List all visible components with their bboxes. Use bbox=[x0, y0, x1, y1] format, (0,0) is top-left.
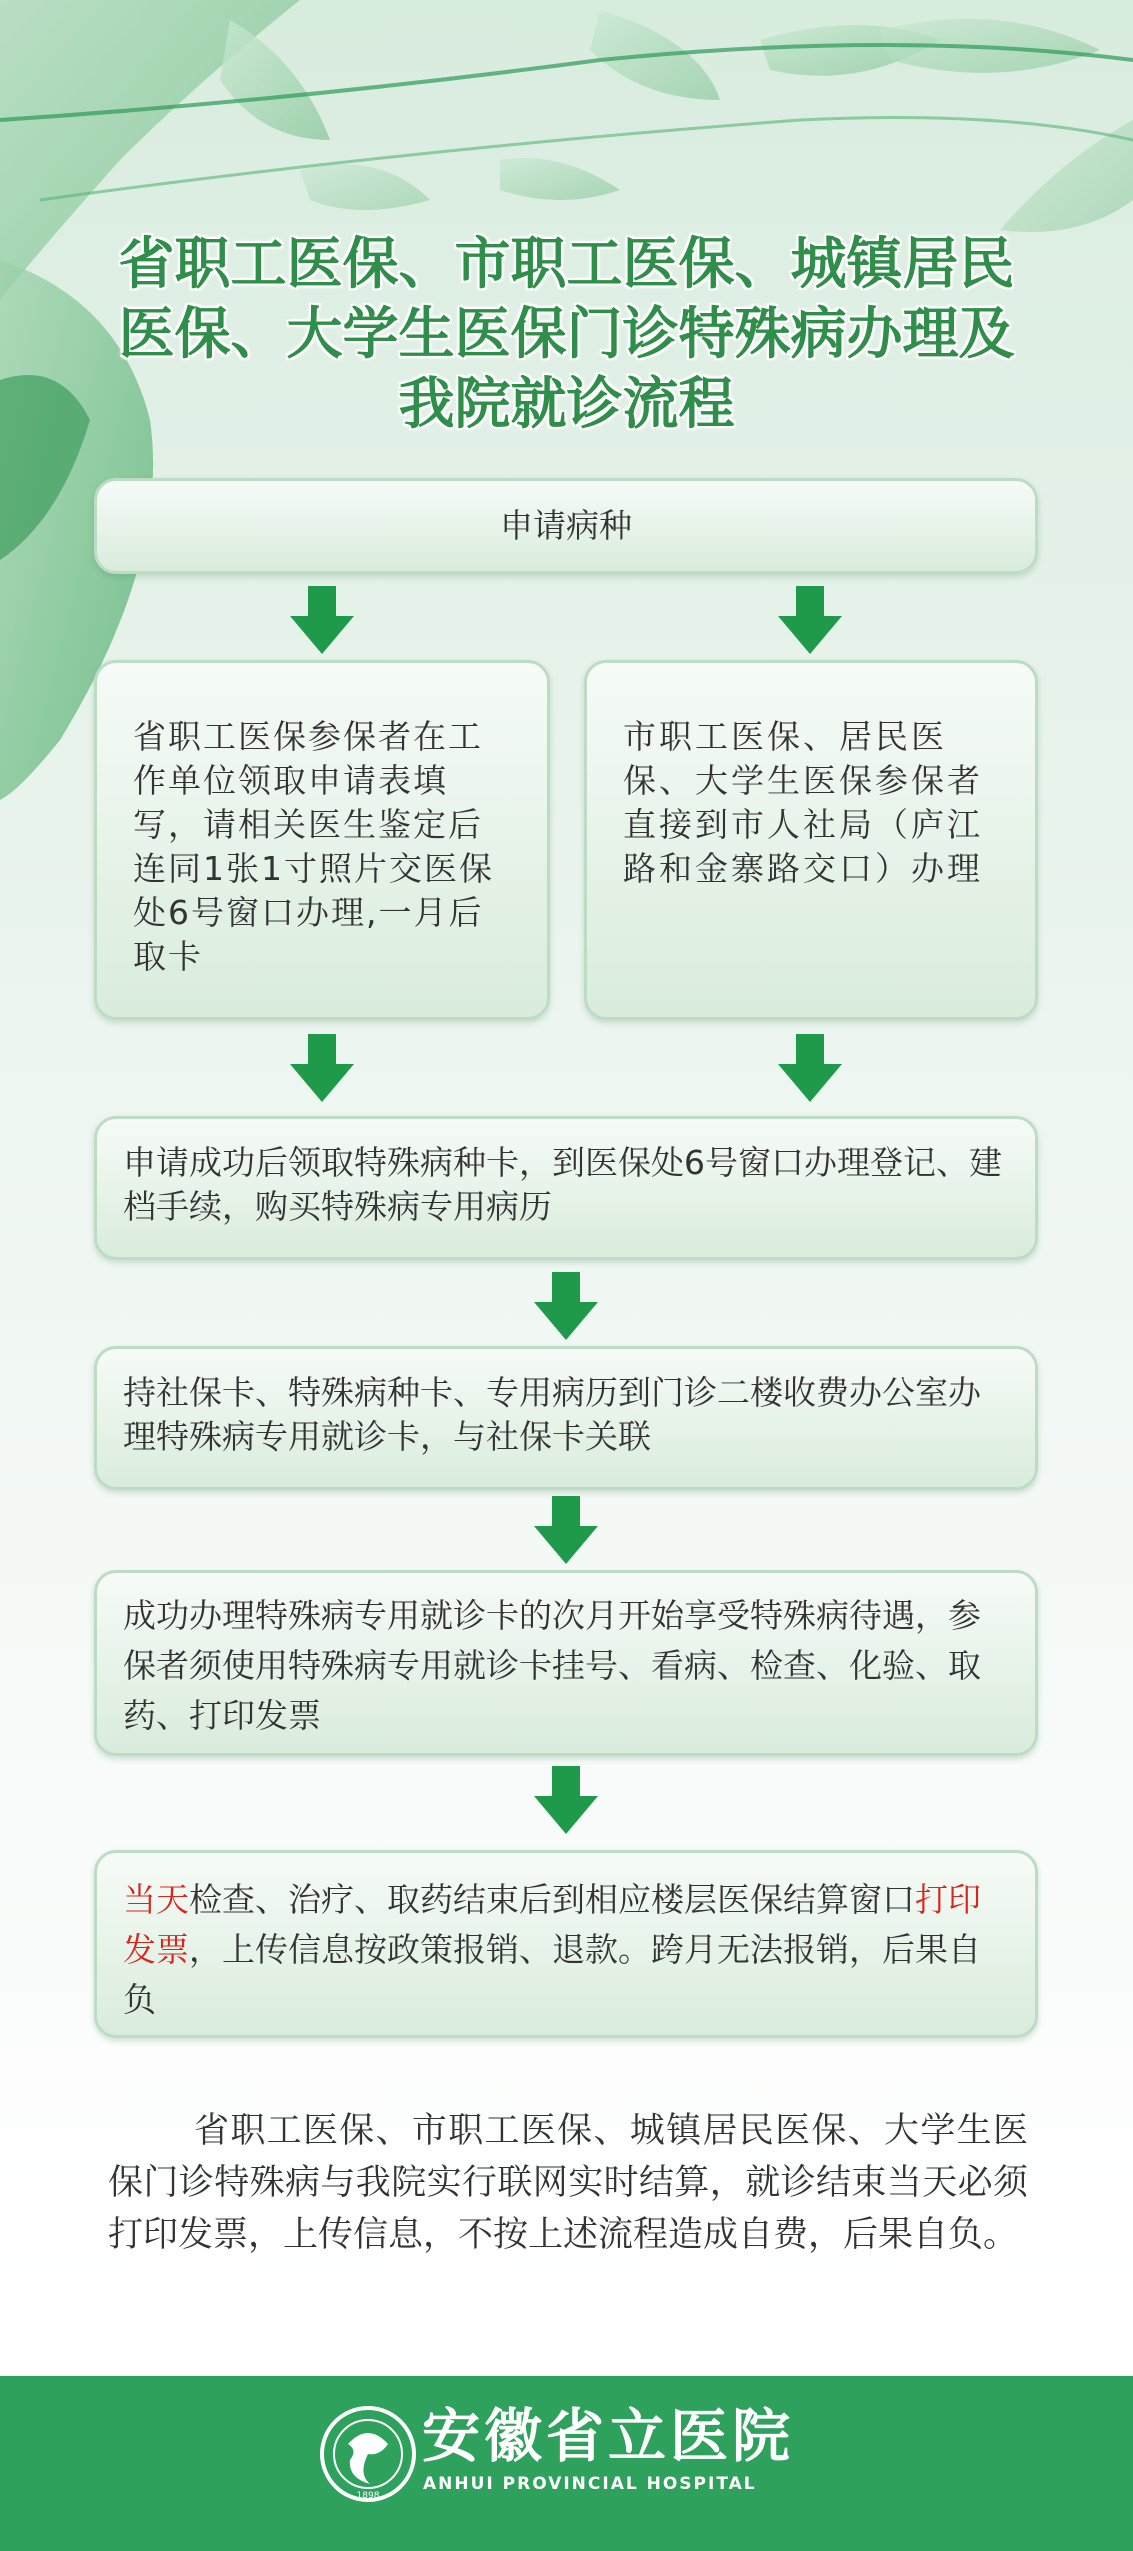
highlight-print-invoice: 打印发票 bbox=[123, 1880, 981, 1969]
flow-arrow-down-icon bbox=[534, 1272, 598, 1340]
flow-arrow-down-icon bbox=[290, 1034, 354, 1102]
footnote-paragraph: 省职工医保、市职工医保、城镇居民医保、大学生医保门诊特殊病与我院实行联网实时结算，就诊结束当天必须打印发票，上传信息，不按上述流程造成自费，后果自负。 bbox=[108, 2111, 1028, 2255]
step-final bbox=[94, 1850, 1038, 2038]
step-register bbox=[94, 1116, 1038, 1260]
step-card-text: 持社保卡、特殊病种卡、专用病历到门诊二楼收费办公室办理特殊病专用就诊卡，与社保卡关联 bbox=[123, 1373, 981, 1456]
flow-arrow-down-icon bbox=[534, 1766, 598, 1834]
step-provincial-text: 省职工医保参保者在工作单位领取申请表填写，请相关医生鉴定后连同1张1寸照片交医保处6号窗口办理,一月后取卡 bbox=[133, 717, 494, 976]
final-text-1: 检查、治疗、取药结束后到相应楼层医保结算窗口 bbox=[189, 1880, 915, 1919]
step-city-text: 市职工医保、居民医保、大学生医保参保者直接到市人社局（庐江路和金寨路交口）办理 bbox=[623, 717, 983, 888]
step-treatment bbox=[94, 1570, 1038, 1756]
step-card bbox=[94, 1346, 1038, 1490]
flow-arrow-down-icon bbox=[778, 586, 842, 654]
step-apply bbox=[94, 478, 1038, 574]
step-city-branch bbox=[584, 660, 1038, 1020]
step-treatment-text: 成功办理特殊病专用就诊卡的次月开始享受特殊病待遇，参保者须使用特殊病专用就诊卡挂号、看病、检查、化验、取药、打印发票 bbox=[123, 1596, 981, 1735]
final-text-2: ，上传信息按政策报销、退款。跨月无法报销，后果自负 bbox=[123, 1930, 981, 2019]
hospital-name-en: ANHUI PROVINCIAL HOSPITAL bbox=[423, 2474, 757, 2494]
hospital-logo-icon bbox=[318, 2404, 418, 2504]
title-line-3: 我院就诊流程 bbox=[398, 372, 735, 437]
step-final-text bbox=[97, 1853, 1035, 2025]
footer-bar bbox=[0, 2376, 1133, 2551]
flow-arrow-down-icon bbox=[290, 586, 354, 654]
step-provincial-branch bbox=[94, 660, 550, 1020]
step-apply-text: 申请病种 bbox=[500, 506, 632, 545]
flow-arrow-down-icon bbox=[778, 1034, 842, 1102]
title-line-2: 医保、大学生医保门诊特殊病办理及 bbox=[118, 302, 1015, 367]
hospital-name-cn: 安徽省立医院 bbox=[422, 2402, 795, 2470]
highlight-today: 当天 bbox=[123, 1880, 189, 1919]
logo-year: 1898 bbox=[356, 2491, 380, 2501]
title-line-1: 省职工医保、市职工医保、城镇居民 bbox=[118, 232, 1015, 297]
step-register-text: 申请成功后领取特殊病种卡，到医保处6号窗口办理登记、建档手续，购买特殊病专用病历 bbox=[123, 1143, 1002, 1226]
flow-arrow-down-icon bbox=[534, 1496, 598, 1564]
page-title bbox=[40, 230, 1093, 440]
